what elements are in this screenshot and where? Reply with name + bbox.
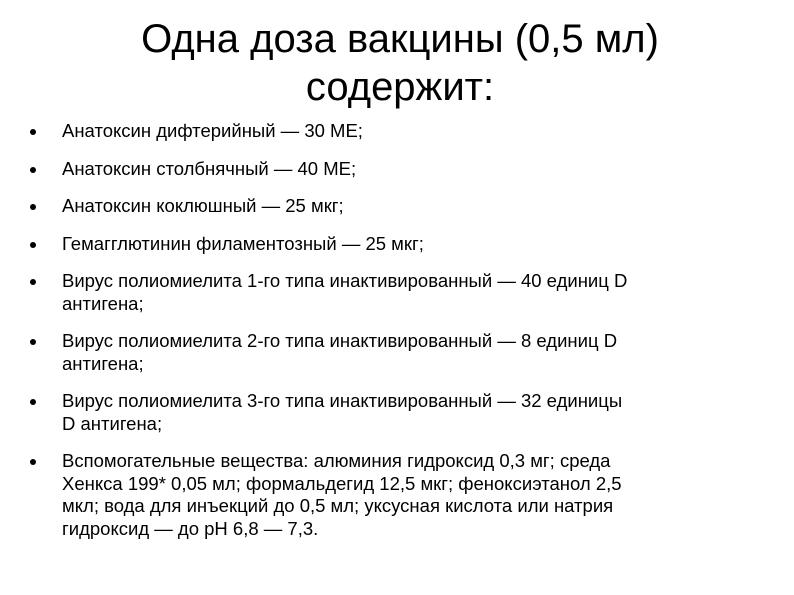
list-item [30,233,770,256]
list-item-text-line: Вирус полиомиелита 2-го типа инактивированный — 8 единиц D [62,330,618,351]
list-item-text-line: Хенкса 199* 0,05 мл; формальдегид 12,5 мкг; феноксиэтанол 2,5 [62,472,622,494]
bullet-icon [30,459,36,465]
bullet-icon [30,279,36,285]
list-item [30,450,770,540]
list-item-text-line: Вирус полиомиелита 3-го типа инактивированный — 32 единицы [62,390,623,411]
list-item [30,158,770,181]
bullet-icon [30,129,36,135]
list-item-text-line: Вирус полиомиелита 1-го типа инактивированный — 40 единиц D [62,270,628,291]
list-item-text: Анатоксин дифтерийный — 30 МЕ; [62,120,363,141]
slide-title [0,15,794,111]
slide-title-line-2: содержит: [305,65,495,109]
list-item-text-line: Вспомогательные вещества: алюминия гидроксид 0,3 мг; среда [62,450,611,471]
bullet-icon [30,339,36,345]
list-item-text-line: антигена; [62,292,144,314]
bullet-icon [30,204,36,210]
list-item-text-line: антигена; [62,352,144,374]
list-item-text-line: гидроксид — до pH 6,8 — 7,3. [62,517,319,539]
list-item-text: Анатоксин столбнячный — 40 МЕ; [62,157,357,179]
bullet-icon [30,167,36,173]
list-item-text: Анатоксин коклюшный — 25 мкг; [62,195,344,216]
list-item [30,270,770,315]
list-item-text-line: мкл; вода для инъекций до 0,5 мл; уксусная кислота или натрия [62,495,614,516]
list-item-text: Гемагглютинин филаментозный — 25 мкг; [62,232,424,254]
composition-list [30,120,770,555]
list-item-text-line: D антигена; [62,412,163,434]
slide-title-line-1: Одна доза вакцины (0,5 мл) [141,17,659,61]
list-item [30,120,770,143]
list-item [30,390,770,435]
bullet-icon [30,399,36,405]
list-item [30,330,770,375]
bullet-icon [30,242,36,248]
list-item [30,195,770,218]
